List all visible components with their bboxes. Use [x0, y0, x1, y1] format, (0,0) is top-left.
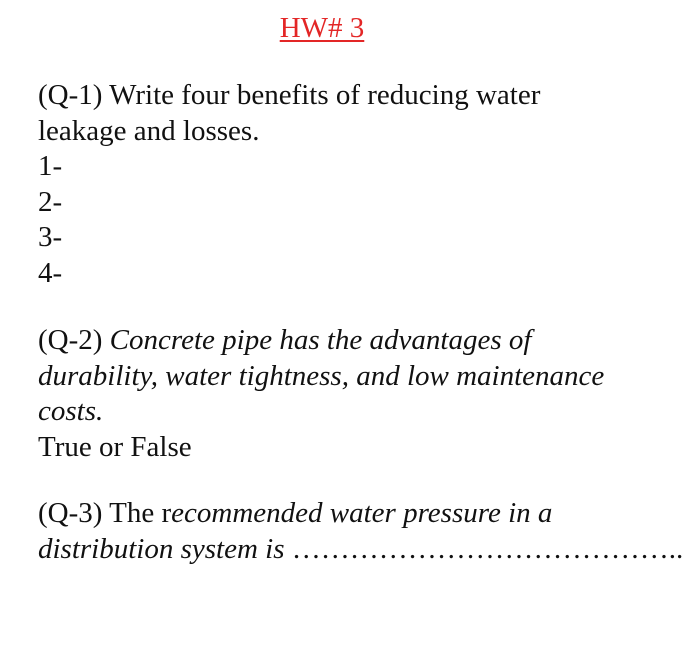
question-3-line-2 — [38, 532, 684, 568]
question-3-text-line-2: distribution system is — [38, 532, 285, 565]
question-3 — [38, 496, 684, 567]
question-3-blank: ………………………………….. — [284, 532, 684, 565]
answer-item-2: 2- — [38, 185, 63, 218]
answer-item-3: 3- — [38, 221, 63, 253]
question-1 — [38, 78, 658, 291]
question-2-text-line-2: durability, water tightness, and low maintenance — [38, 359, 605, 392]
answer-item-4: 4- — [38, 256, 63, 289]
answer-item-1: 1- — [38, 150, 63, 182]
question-1-line-1 — [38, 78, 658, 114]
true-false-prompt: True or False — [38, 430, 192, 463]
question-3-lead: The r — [102, 497, 172, 529]
question-2 — [38, 323, 658, 465]
question-2-line-3 — [38, 394, 658, 430]
question-3-line-1 — [38, 496, 658, 532]
question-3-text-line-1: ecommended water pressure in a — [171, 497, 553, 529]
question-2-line-2 — [38, 359, 658, 395]
question-3-label: (Q-3) — [38, 497, 103, 529]
question-1-label: (Q-1) — [38, 79, 103, 111]
question-2-label: (Q-2) — [38, 324, 103, 356]
question-1-text-line-2: leakage and losses. — [38, 114, 260, 147]
question-2-line-1 — [38, 323, 658, 359]
homework-title: HW# 3 — [279, 12, 365, 44]
question-2-text-line-1: Concrete pipe has the advantages of — [102, 324, 532, 356]
question-1-text-line-1: Write four benefits of reducing water — [102, 79, 541, 111]
question-2-text-line-3: costs. — [38, 395, 104, 427]
